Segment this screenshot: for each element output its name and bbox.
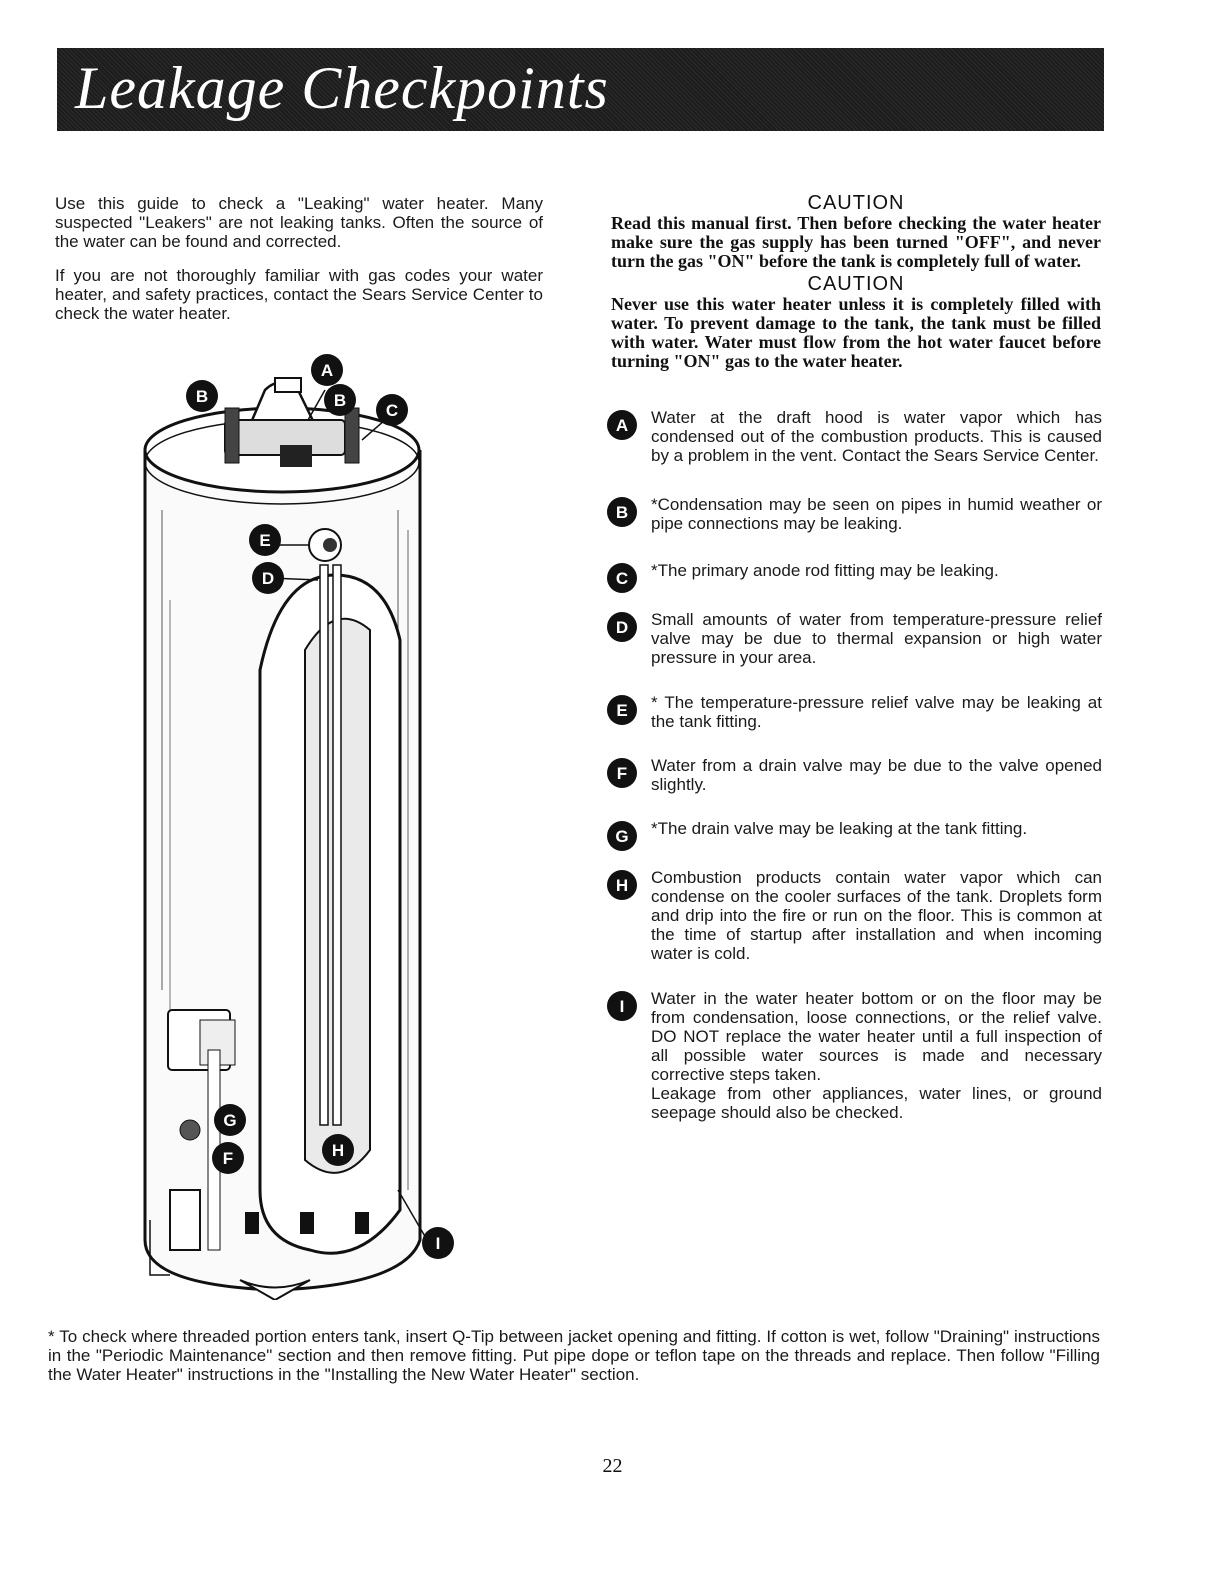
footnote: * To check where threaded portion enters tank, insert Q-Tip between jacket opening and fitting. If cotton is wet, follow "Draining" instructions in the "Periodic Maintenance" section and then remove fitting. Put pipe dope or teflon tape on the threads and replace. Then follow "Filling the Water Heater" instructions in the "Installing the New Water Heater" section. <box>48 1327 1100 1384</box>
caution-title-1: CAUTION <box>807 192 905 214</box>
diagram-label-g <box>214 1104 246 1136</box>
page-number: 22 <box>602 1455 623 1477</box>
svg-text:C: C <box>385 401 399 420</box>
diagram-label-i <box>422 1227 454 1259</box>
checkpoint-h <box>607 868 1102 963</box>
svg-text:G: G <box>223 1111 237 1130</box>
checkpoint-g <box>607 819 1102 846</box>
intro-section <box>55 194 543 338</box>
intro-paragraph-1: Use this guide to check a "Leaking" water heater. Many suspected "Leakers" are not leaking tanks. Often the source of the water can be found and corrected. <box>55 194 543 251</box>
svg-text:B: B <box>333 391 347 410</box>
page-title: Leakage Checkpoints <box>75 55 609 121</box>
svg-text:A: A <box>320 361 334 380</box>
letter-a-badge: A <box>607 410 637 440</box>
water-heater-diagram <box>130 350 470 1300</box>
caution-title-2: CAUTION <box>807 273 905 295</box>
letter-d-badge: D <box>607 612 637 642</box>
vent-slot <box>300 1212 314 1234</box>
caution-text-2: Never use this water heater unless it is completely filled with water. To prevent damage to the tank, the tank must be filled with water. Water must flow from the hot water faucet before turning "ON" gas to the water heater. <box>611 294 1101 371</box>
letter-h-badge: H <box>607 870 637 900</box>
diagram-label-c <box>376 394 408 426</box>
checkpoint-c-text: *The primary anode rod fitting may be leaking. <box>651 561 999 580</box>
diagram-label-f <box>212 1142 244 1174</box>
title-banner <box>57 48 1104 131</box>
caution-text-1: Read this manual first. Then before checking the water heater make sure the gas supply has been turned "OFF", and never turn the gas "ON" before the tank is completely full of water. <box>611 213 1101 271</box>
checkpoint-list <box>607 408 1102 1122</box>
burner-access-panel <box>170 1190 200 1250</box>
outlet-pipe <box>345 408 359 463</box>
anode-rod <box>320 565 328 1125</box>
checkpoint-f-text: Water from a drain valve may be due to the valve opened slightly. <box>651 756 1102 794</box>
flue-collar <box>275 378 301 392</box>
dip-tube <box>333 565 341 1125</box>
checkpoint-e-text: * The temperature-pressure relief valve may be leaking at the tank fitting. <box>651 693 1102 731</box>
caution-section <box>611 192 1101 373</box>
drain-valve <box>180 1120 200 1140</box>
checkpoint-h-text: Combustion products contain water vapor which can condense on the cooler surfaces of the tank. Droplets form and drip into the fire or run on the floor. This is common at the time of startup after installation and when incoming water is cold. <box>651 868 1102 963</box>
svg-text:F: F <box>222 1149 234 1168</box>
diagram-label-d <box>252 562 284 594</box>
diagram-label-b-right <box>324 384 356 416</box>
checkpoint-b <box>607 495 1102 533</box>
checkpoint-i-text: Water in the water heater bottom or on the floor may be from condensation, loose connections, or the relief valve. DO NOT replace the water heater until a full inspection of all possible water sources is made and necessary corrective steps taken. <box>651 989 1102 1084</box>
checkpoint-f <box>607 756 1102 794</box>
diagram-label-e <box>249 524 281 556</box>
inlet-pipe <box>225 408 239 463</box>
checkpoint-i <box>607 989 1102 1122</box>
svg-text:H: H <box>331 1141 345 1160</box>
svg-text:E: E <box>259 531 271 550</box>
checkpoint-b-text: *Condensation may be seen on pipes in humid weather or pipe connections may be leaking. <box>651 495 1102 533</box>
letter-e-badge: E <box>607 695 637 725</box>
checkpoint-c <box>607 561 1102 588</box>
diagram-label-b-left <box>186 380 218 412</box>
checkpoint-d <box>607 610 1102 667</box>
checkpoint-a-text: Water at the draft hood is water vapor which has condensed out of the combustion products. This is caused by a problem in the vent. Contact the Sears Service Center. <box>651 408 1102 465</box>
vent-slot <box>355 1212 369 1234</box>
relief-valve-stem <box>323 538 337 552</box>
checkpoint-i-text-2: Leakage from other appliances, water lines, or ground seepage should also be checked. <box>651 1084 1102 1122</box>
vent-slot <box>245 1212 259 1234</box>
checkpoint-e <box>607 693 1102 731</box>
svg-text:D: D <box>261 569 275 588</box>
diagram-label-h <box>322 1134 354 1166</box>
diagram-label-a <box>311 354 343 386</box>
letter-c-badge: C <box>607 563 637 593</box>
letter-b-badge: B <box>607 497 637 527</box>
checkpoint-d-text: Small amounts of water from temperature-pressure relief valve may be due to thermal expansion or high water pressure in your area. <box>651 610 1102 667</box>
letter-g-badge: G <box>607 821 637 851</box>
checkpoint-g-text: *The drain valve may be leaking at the tank fitting. <box>651 819 1028 838</box>
intro-paragraph-2: If you are not thoroughly familiar with gas codes your water heater, and safety practices, contact the Sears Service Center to check the water heater. <box>55 266 543 323</box>
svg-text:B: B <box>195 387 209 406</box>
checkpoint-a <box>607 408 1102 465</box>
svg-text:I: I <box>435 1234 441 1253</box>
flue-opening <box>280 445 312 467</box>
letter-f-badge: F <box>607 758 637 788</box>
letter-i-badge: I <box>607 991 637 1021</box>
